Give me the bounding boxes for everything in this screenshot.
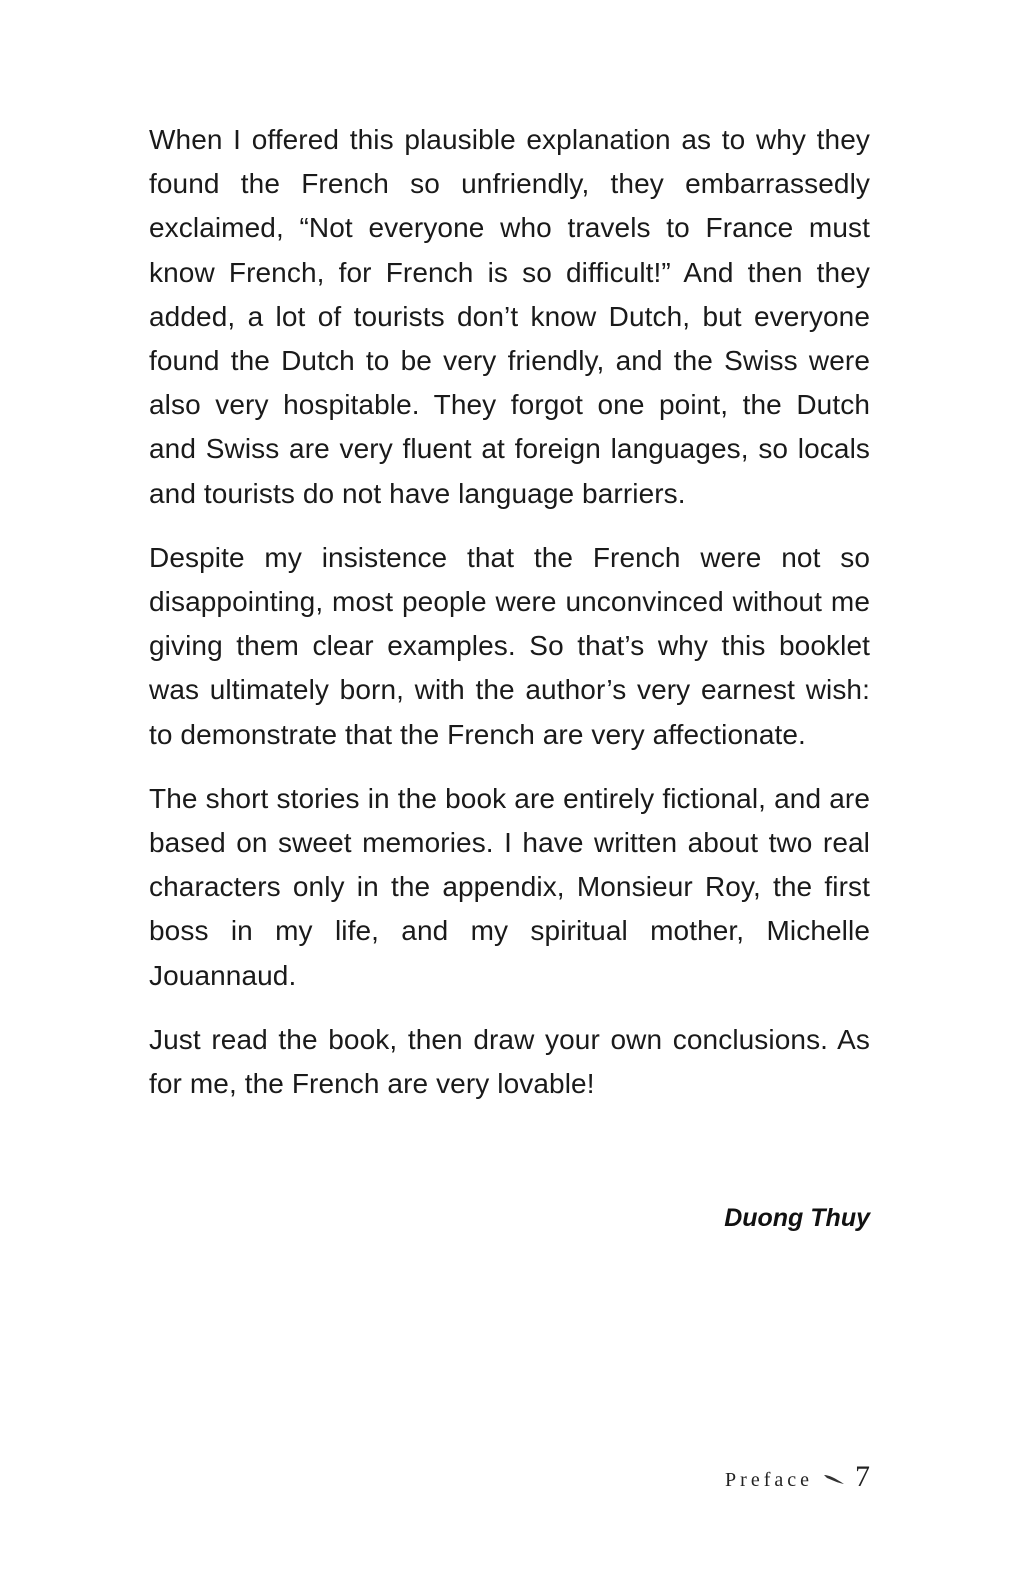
- paragraph-2: Despite my insistence that the French were not so disappointing, most people were unconvinced without me giving them clear examples. So that’s why this booklet was ultimately born, with the author’s very earnest wish: to demonstrate that the French are very affectionate.: [149, 541, 870, 750]
- paragraph-4: Just read the book, then draw your own conclusions. As for me, the French are very lovable!: [149, 1023, 870, 1100]
- section-label: Preface: [725, 1469, 813, 1491]
- paragraph-3: The short stories in the book are entirely fictional, and are based on sweet memories. I have written about two real characters only in the appendix, Monsieur Roy, the first boss in my life, and my spiritual mother, Michelle Jouannaud.: [149, 782, 870, 991]
- page-number: 7: [855, 1460, 870, 1493]
- author-signature: Duong Thuy: [724, 1204, 870, 1232]
- page-body: [149, 118, 870, 1126]
- page-footer: [725, 1460, 870, 1494]
- paragraph-1: When I offered this plausible explanation as to why they found the French so unfriendly, they embarrassedly exclaimed, “Not everyone who travels to France must know French, for French is so difficult!” And then they added, a lot of tourists don’t know Dutch, but everyone found the Dutch to be very friendly, and the Swiss were also very hospitable. They forgot one point, the Dutch and Swiss are very fluent at foreign languages, so locals and tourists do not have language barriers.: [149, 124, 870, 509]
- feather-ornament-icon: [823, 1472, 845, 1486]
